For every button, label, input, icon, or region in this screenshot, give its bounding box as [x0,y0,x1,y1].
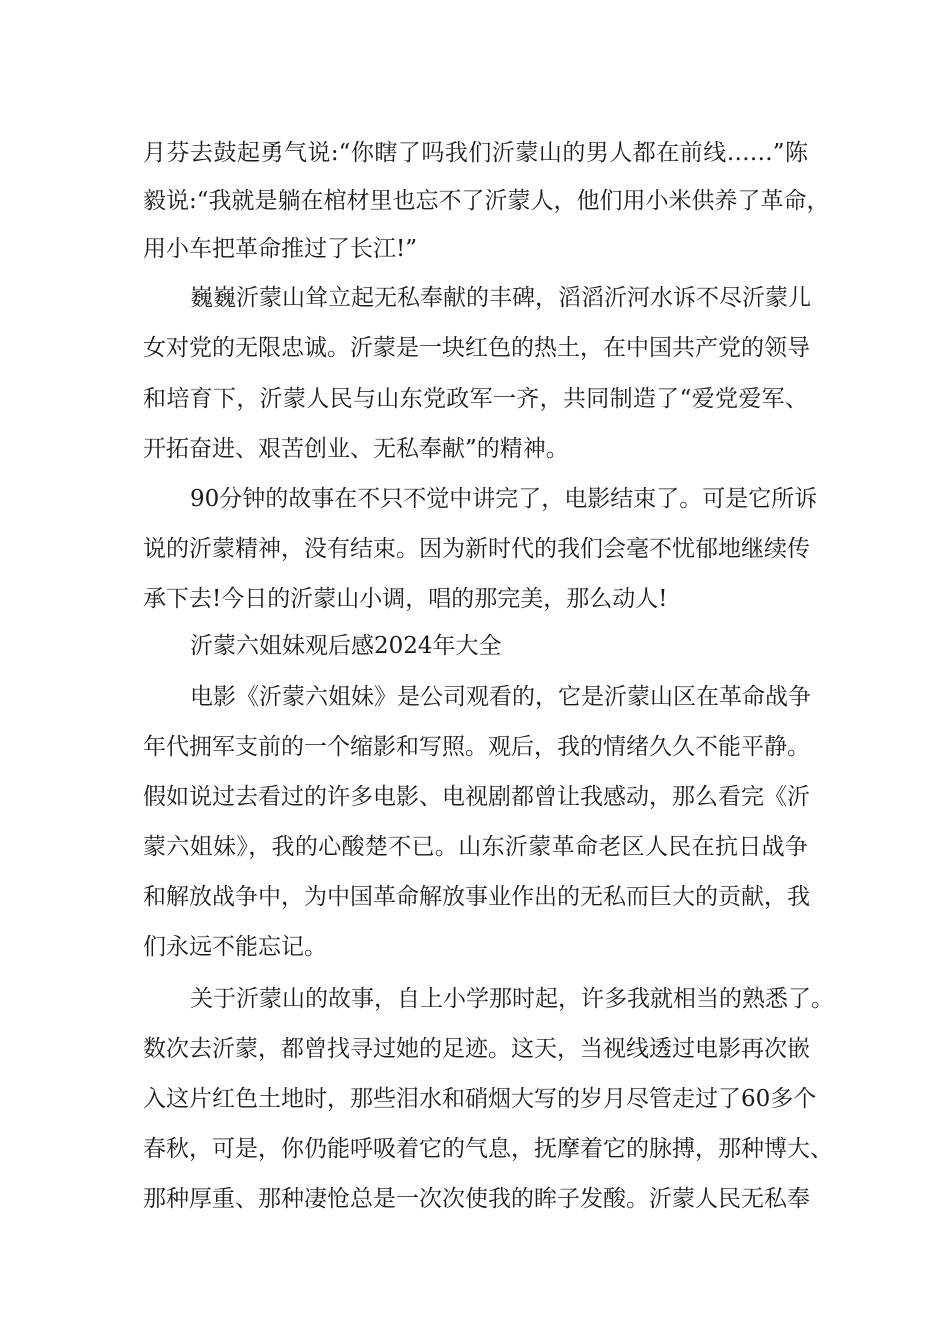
text-line [0,1129,950,1169]
text-line [0,727,950,767]
text-line [0,979,950,1019]
paragraph-1-line-1: 月芬去鼓起勇气说:“你瞎了吗我们沂蒙山的男人都在前线……”陈 [143,140,808,166]
paragraph-1-line-2: 毅说:“我就是躺在棺材里也忘不了沂蒙人，他们用小米供养了革命， [143,188,830,214]
text-line [0,529,950,569]
paragraph-5-line-5: 和解放战争中，为中国革命解放事业作出的无私而巨大的贡献，我 [143,884,810,910]
paragraph-2-line-4: 开拓奋进、艰苦创业、无私奉献”的精神。 [143,436,569,462]
text-line [0,579,950,619]
paragraph-2-line-1: 巍巍沂蒙山耸立起无私奉献的丰碑，滔滔沂河水诉不尽沂蒙儿 [190,285,811,311]
paragraph-5-line-4: 蒙六姐妹》，我的心酸楚不已。山东沂蒙革命老区人民在抗日战争 [143,834,808,860]
text-line [0,677,950,717]
text-line [0,777,950,817]
paragraph-5-line-2: 年代拥军支前的一个缩影和写照。观后，我的情绪久久不能平静。 [143,734,810,760]
text-line [0,429,950,469]
paragraph-3-line-2: 说的沂蒙精神，没有结束。因为新时代的我们会毫不忧郁地继续传 [143,536,810,562]
text-line [0,1029,950,1069]
text-line [0,133,950,173]
text-line [0,827,950,867]
text-line [0,877,950,917]
paragraph-5-line-3: 假如说过去看过的许多电影、电视剧都曾让我感动，那么看完《沂 [143,784,810,810]
paragraph-6-line-2: 数次去沂蒙，都曾找寻过她的足迹。这天，当视线透过电影再次嵌 [143,1036,810,1062]
section-heading: 沂蒙六姐妹观后感2024年大全 [190,633,502,659]
text-line [0,479,950,519]
text-line [0,379,950,419]
text-line [0,626,950,666]
text-line [0,278,950,318]
paragraph-1-line-3: 用小车把革命推过了长江!” [143,236,418,262]
text-line [0,927,950,967]
paragraph-6-line-4: 春秋，可是，你仍能呼吸着它的气息，抚摩着它的脉搏，那种博大、 [143,1136,833,1162]
paragraph-3-line-3: 承下去!今日的沂蒙山小调，唱的那完美，那么动人! [143,586,668,612]
text-line [0,1179,950,1219]
text-line [0,229,950,269]
paragraph-6-line-1: 关于沂蒙山的故事，自上小学那时起，许多我就相当的熟悉了。 [190,986,834,1012]
paragraph-5-line-1: 电影《沂蒙六姐妹》是公司观看的，它是沂蒙山区在革命战争 [190,684,811,710]
text-line [0,1079,950,1119]
paragraph-5-line-6: 们永远不能忘记。 [143,934,327,960]
paragraph-2-line-3: 和培育下，沂蒙人民与山东党政军一齐，共同制造了“爱党爱军、 [143,386,808,412]
text-line [0,328,950,368]
paragraph-6-line-3: 入这片红色土地时，那些泪水和硝烟大写的岁月尽管走过了60多个 [143,1086,817,1112]
paragraph-6-line-5: 那种厚重、那种凄怆总是一次次使我的眸子发酸。沂蒙人民无私奉 [143,1186,810,1212]
paragraph-3-line-1: 90分钟的故事在不只不觉中讲完了，电影结束了。可是它所诉 [190,486,818,512]
paragraph-2-line-2: 女对党的无限忠诚。沂蒙是一块红色的热土，在中国共产党的领导 [143,335,810,361]
text-line [0,181,950,221]
